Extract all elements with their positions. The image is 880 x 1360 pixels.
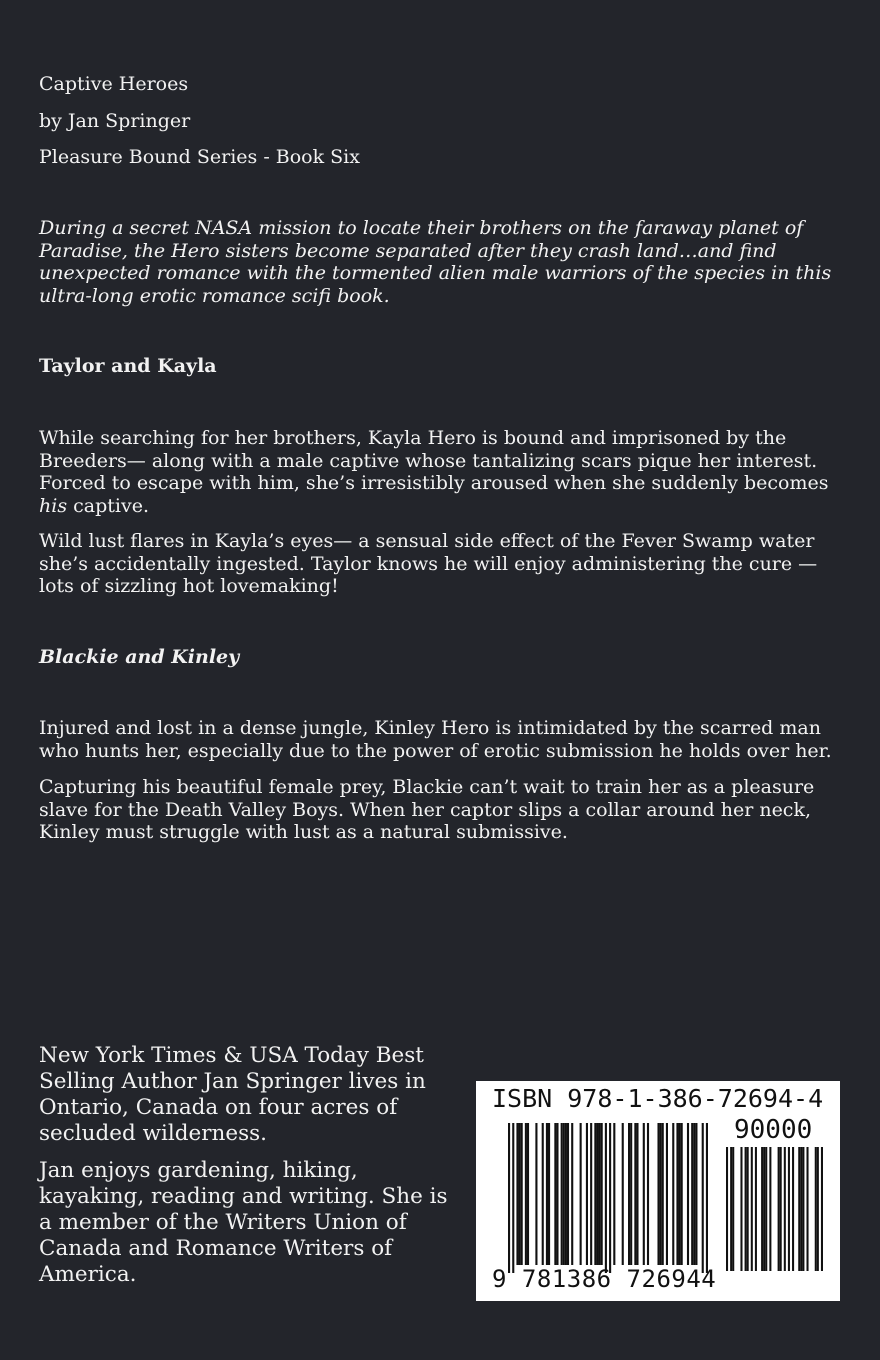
barcode-bar [815, 1147, 817, 1271]
barcode-bar [567, 1123, 569, 1265]
barcode-bar [792, 1147, 794, 1271]
barcode-bar [821, 1147, 823, 1271]
barcode-bar [613, 1123, 615, 1265]
barcode-bar [535, 1123, 537, 1265]
barcode-bar [662, 1123, 664, 1265]
barcode-bar [628, 1123, 630, 1265]
barcode-bar [561, 1123, 563, 1265]
barcode-bar [521, 1123, 523, 1265]
ean13-bars [508, 1123, 708, 1273]
barcode-bar [565, 1123, 567, 1265]
isbn-label: ISBN 978-1-386-72694-4 [492, 1084, 824, 1113]
barcode-bar [769, 1147, 771, 1271]
blackie-kinley-paragraph-1: Injured and lost in a dense jungle, Kinley Hero is intimidated by the scarred man who hunts her, especially due to the power of erotic submission he holds over her. [39, 717, 832, 762]
barcode-bar [580, 1123, 582, 1265]
barcode-bar [817, 1147, 819, 1271]
barcode-bar [630, 1123, 632, 1265]
barcode-bar [563, 1123, 565, 1265]
barcode-bar [666, 1123, 668, 1265]
barcode-bar [596, 1123, 598, 1265]
barcode-bar [516, 1123, 518, 1265]
barcode-bar [784, 1147, 786, 1271]
emphasis-his: his [39, 494, 68, 517]
barcode-bar [672, 1123, 674, 1265]
blurb-paragraph: During a secret NASA mission to locate their brothers on the faraway planet of Paradise, the Hero sisters become separated after they crash land…and find unexpected romance with the tormented alien male warriors of the species in this ultra-long erotic romance scifi book. [39, 217, 832, 307]
taylor-kayla-paragraph-1 [39, 427, 839, 517]
barcode-bar [512, 1123, 514, 1273]
barcode-bar [605, 1123, 607, 1273]
barcode-bar [800, 1147, 802, 1271]
barcode-bar [695, 1123, 697, 1265]
barcode-digits: 9 781386 726944 [492, 1265, 717, 1293]
barcode-bar [643, 1123, 645, 1265]
barcode-bar [751, 1147, 753, 1271]
barcode-bar [732, 1147, 734, 1271]
barcode-bar [780, 1147, 782, 1271]
barcode-bar [778, 1147, 780, 1271]
barcode-bar [691, 1123, 693, 1265]
barcode-bar [802, 1147, 804, 1271]
text-span: While searching for her brothers, Kayla Hero is bound and imprisoned by the Breeders— along with a male captive whose tantalizing scars pique her interest. Forced to escape with him, she’s irresistibly aroused when she suddenly becomes [39, 427, 829, 494]
barcode-bar [609, 1123, 611, 1273]
barcode-bar [657, 1123, 659, 1265]
barcode-bar [647, 1123, 649, 1265]
barcode-bar [761, 1147, 763, 1271]
barcode-bar [542, 1123, 544, 1265]
barcode-bar [681, 1123, 683, 1265]
barcode-bar [554, 1123, 556, 1265]
barcode-bar [745, 1147, 747, 1271]
barcode-bar [806, 1147, 808, 1271]
barcode-bar [622, 1123, 624, 1265]
barcode-bar [525, 1123, 527, 1265]
barcode-bar [706, 1123, 708, 1273]
barcode-bar [527, 1123, 529, 1265]
barcode-bar [590, 1123, 592, 1265]
barcode-bar [798, 1147, 800, 1271]
barcode-bar [763, 1147, 765, 1271]
barcode-bar [556, 1123, 558, 1265]
barcode-bar [599, 1123, 601, 1265]
blackie-kinley-paragraph-2: Capturing his beautiful female prey, Blackie can’t wait to train her as a pleasure slave for the Death Valley Boys. When her captor slips a collar around her neck, Kinley must struggle with lust as a natural submissive. [39, 776, 815, 843]
barcode-bar [546, 1123, 548, 1265]
barcode-bar [747, 1147, 749, 1271]
barcode-bar [687, 1123, 689, 1265]
barcode-bar [676, 1123, 678, 1265]
barcode-bar [519, 1123, 521, 1265]
barcode-bar [755, 1147, 757, 1271]
barcode-bar [571, 1123, 573, 1265]
barcode-bar [702, 1123, 704, 1273]
author-bio-paragraph-1: New York Times & USA Today Best Selling Author Jan Springer lives in Ontario, Canada on four acres of secluded wilderness. [39, 1043, 426, 1146]
barcode-bar [601, 1123, 603, 1265]
barcode-bar [594, 1123, 596, 1265]
barcode-bar [693, 1123, 695, 1265]
barcode-bar [765, 1147, 767, 1271]
taylor-kayla-paragraph-2: Wild lust flares in Kayla’s eyes— a sensual side effect of the Fever Swamp water she’s accidentally ingested. Taylor knows he will enjoy administering the cure — lots of sizzling hot lovemaking! [39, 530, 818, 597]
barcode-bar [660, 1123, 662, 1265]
barcode-bar [508, 1123, 510, 1273]
book-series: Pleasure Bound Series - Book Six [39, 146, 360, 168]
isbn-barcode [476, 1081, 840, 1301]
price-code: 90000 [734, 1115, 813, 1145]
barcode-bar [636, 1123, 638, 1265]
book-author: by Jan Springer [39, 110, 191, 132]
text-span: captive. [67, 494, 149, 517]
book-title: Captive Heroes [39, 73, 189, 95]
barcode-bar [788, 1147, 790, 1271]
barcode-bar [679, 1123, 681, 1265]
section-heading-blackie-kinley: Blackie and Kinley [39, 646, 240, 668]
barcode-bar [740, 1147, 742, 1271]
barcode-bar [586, 1123, 588, 1265]
author-bio-paragraph-2: Jan enjoys gardening, hiking, kayaking, reading and writing. She is a member of the Writers Union of Canada and Romance Writers of America. [39, 1158, 448, 1287]
barcode-bar [730, 1147, 732, 1271]
barcode-bar [634, 1123, 636, 1265]
addon-bars [726, 1147, 826, 1271]
section-heading-taylor-kayla: Taylor and Kayla [39, 355, 217, 377]
barcode-bar [548, 1123, 550, 1265]
barcode-bar [726, 1147, 728, 1271]
